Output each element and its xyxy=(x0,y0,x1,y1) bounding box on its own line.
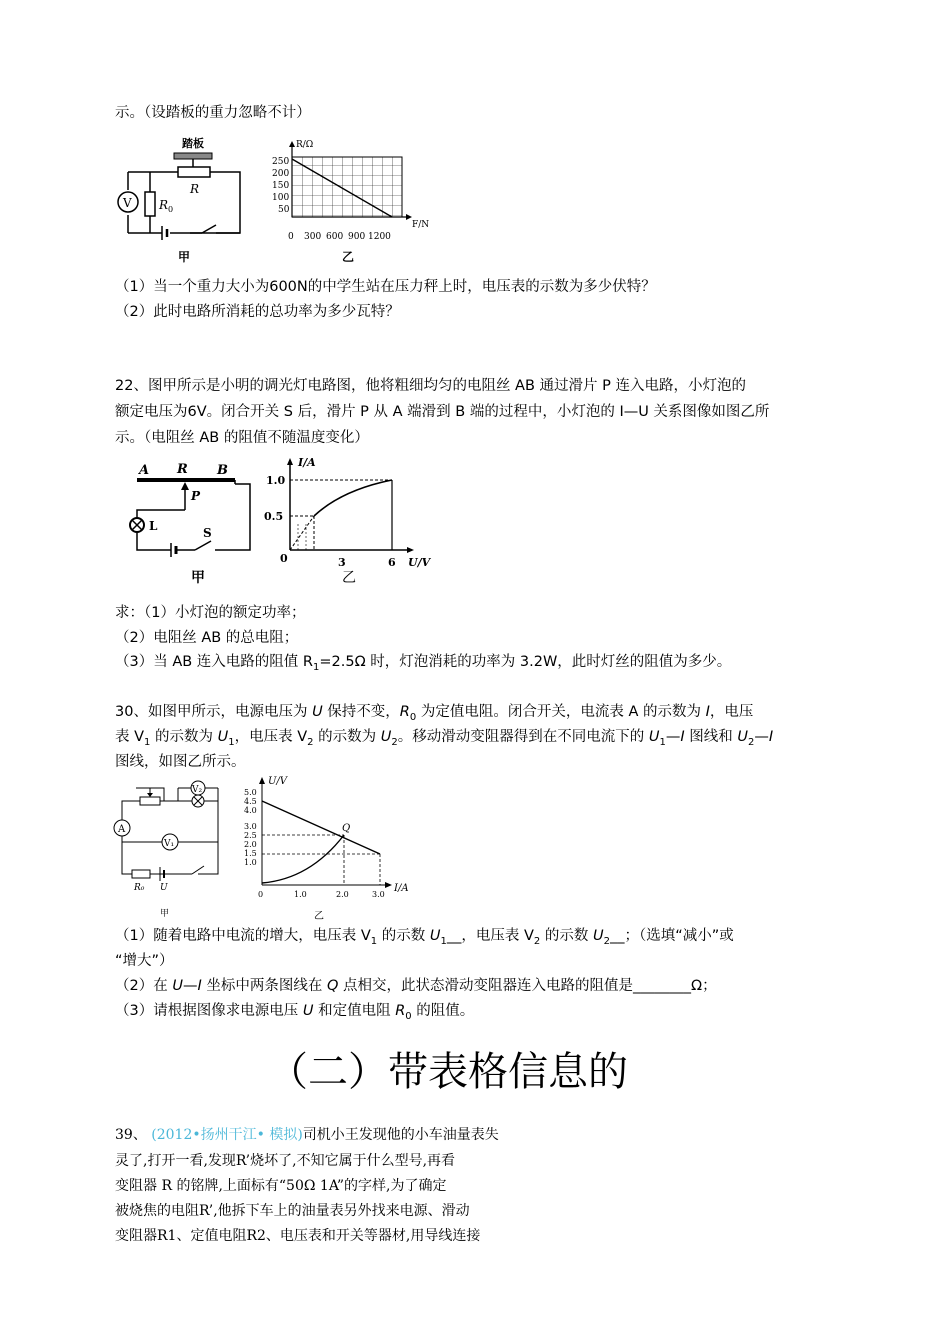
u-axis-label: U/V xyxy=(268,776,288,787)
q39-line4: 被烧焦的电阻R’,他拆下车上的油量表另外找来电源、滑动 xyxy=(115,1203,470,1219)
figure-dimmer-circuit xyxy=(125,458,255,588)
r0-label: R₀ xyxy=(134,883,145,893)
q30-line1: 30、如图甲所示，电源电压为 U 保持不变，$R_0$ 为定值电阻。闭合开关，电流表 A 的示数为 I，电压 xyxy=(115,704,754,723)
caption-jia: 甲 xyxy=(191,570,205,586)
caption-jia: 甲 xyxy=(160,909,170,919)
u-axis-label: U/V xyxy=(408,556,431,569)
ytick: 5.0 xyxy=(244,788,257,797)
voltmeter-label: V xyxy=(123,196,132,210)
q30-sub1: （1）随着电路中电流的增大，电压表 $V_1$ 的示数 $U_1\_\_$，电压表 $V_2$ 的示数 $U_2\_\_$；（选填“减小”或 xyxy=(115,928,734,947)
xtick: 600 xyxy=(326,232,344,242)
point-q: Q xyxy=(342,823,351,834)
ytick-05: 0.5 xyxy=(264,510,284,523)
r0-sub: 0 xyxy=(168,205,174,214)
ytick: 4.0 xyxy=(244,806,257,815)
label-b: B xyxy=(217,463,228,478)
ytick: 150 xyxy=(272,181,290,191)
ytick: 2.0 xyxy=(244,840,257,849)
xtick: 1200 xyxy=(368,232,391,242)
q30-line3: 图线，如图乙所示。 xyxy=(115,754,246,770)
q39-line3: 变阻器 R 的铭牌,上面标有“50Ω 1A”的字样,为了确定 xyxy=(115,1178,447,1194)
q21-part1: （1）当一个重力大小为600N的中学生站在压力秤上时，电压表的示数为多少伏特？ xyxy=(115,279,656,295)
voltmeter-v1: V₁ xyxy=(164,839,175,849)
ytick: 3.0 xyxy=(244,822,257,831)
xtick-3: 3 xyxy=(338,556,346,569)
caption-jia: 甲 xyxy=(178,250,191,264)
r0-label: R xyxy=(159,198,169,212)
caption-yi: 乙 xyxy=(342,250,355,264)
figure-q30-circuit xyxy=(108,776,238,921)
ytick: 4.5 xyxy=(244,797,257,806)
label-r: R xyxy=(177,462,188,477)
figure-ui-graph xyxy=(240,773,410,923)
r-label: R xyxy=(190,182,200,196)
ytick: 100 xyxy=(272,193,290,203)
q30-sub3: （3）请根据图像求电源电压 U 和定值电阻 $R_0$ 的阻值。 xyxy=(115,1003,475,1022)
q39-line5: 变阻器R1、定值电阻R2、电压表和开关等器材,用导线连接 xyxy=(115,1228,481,1244)
q21-part2: （2）此时电路所消耗的总功率为多少瓦特？ xyxy=(115,304,400,320)
xtick-6: 6 xyxy=(388,556,396,569)
q22-ask2: （2）电阻丝 AB 的总电阻； xyxy=(115,630,299,646)
f-axis-label: F/N xyxy=(412,220,430,230)
xtick: 0 xyxy=(288,232,294,242)
label-l: L xyxy=(149,519,158,533)
voltmeter-v2: V₂ xyxy=(192,785,203,795)
figure-pedal-circuit xyxy=(110,135,250,265)
ytick: 50 xyxy=(278,205,290,215)
u-label: U xyxy=(160,883,168,893)
section-heading: （二）带表格信息的 xyxy=(268,1049,628,1095)
label-s: S xyxy=(203,526,212,540)
q30-sub1-cont: “增大”） xyxy=(115,953,174,969)
pedal-label: 踏板 xyxy=(182,137,204,150)
xtick: 0 xyxy=(258,890,264,899)
xtick: 2.0 xyxy=(336,890,349,899)
ytick: 1.5 xyxy=(244,849,257,858)
caption-yi: 乙 xyxy=(342,570,356,586)
label-a: A xyxy=(139,463,150,478)
ammeter-a: A xyxy=(118,824,126,835)
ytick: 200 xyxy=(272,169,290,179)
xtick-0: 0 xyxy=(280,552,288,565)
ytick: 1.0 xyxy=(244,858,257,867)
ytick-1: 1.0 xyxy=(266,474,286,487)
figure-iu-graph xyxy=(262,454,442,586)
q30-line2: 表 $V_1$ 的示数为 $U_1$，电压表 $V_2$ 的示数为 $U_2$。移动滑动变阻器得到在不同电流下的 $U_1—I$ 图线和 $U_2—I$ xyxy=(115,729,774,748)
source-link[interactable]: (2012•扬州干江• 模拟) xyxy=(151,1127,303,1143)
q39-line1: 39、 (2012•扬州干江• 模拟)司机小王发现他的小车油量表失 xyxy=(115,1127,499,1143)
q22-line2: 额定电压为6V。闭合开关 S 后，滑片 P 从 A 端滑到 B 端的过程中，小灯泡的 I—U 关系图像如图乙所 xyxy=(115,404,770,420)
figure-rf-graph xyxy=(262,135,432,265)
q22-ask1: 求：（1）小灯泡的额定功率； xyxy=(115,605,306,621)
r-axis-label: R/Ω xyxy=(296,140,314,150)
xtick: 900 xyxy=(348,232,366,242)
i-axis-label: I/A xyxy=(298,456,316,469)
q22-ask3: （3）当 AB 连入电路的阻值 $R_1=2.5\Omega$ 时，灯泡消耗的功率为 3.2W，此时灯丝的阻值为多少。 xyxy=(115,654,732,673)
q22-line3: 示。（电阻丝 AB 的阻值不随温度变化） xyxy=(115,430,369,446)
label-p: P xyxy=(191,489,201,503)
ytick: 2.5 xyxy=(244,831,257,840)
q30-sub2: （2）在 U—I 坐标中两条图线在 Q 点相交，此状态滑动变阻器连入电路的阻值是________Ω； xyxy=(115,978,717,994)
i-axis-label: I/A xyxy=(394,883,409,894)
ytick: 250 xyxy=(272,157,290,167)
caption-yi: 乙 xyxy=(314,911,324,922)
xtick: 1.0 xyxy=(294,890,307,899)
q22-line1: 22、图甲所示是小明的调光灯电路图，他将粗细均匀的电阻丝 AB 通过滑片 P 连入电路，小灯泡的 xyxy=(115,378,746,394)
q39-line2: 灵了,打开一看,发现R’烧坏了,不知它属于什么型号,再看 xyxy=(115,1153,456,1169)
xtick: 300 xyxy=(304,232,322,242)
xtick: 3.0 xyxy=(372,890,385,899)
intro-text: 示。（设踏板的重力忽略不计） xyxy=(115,105,311,121)
